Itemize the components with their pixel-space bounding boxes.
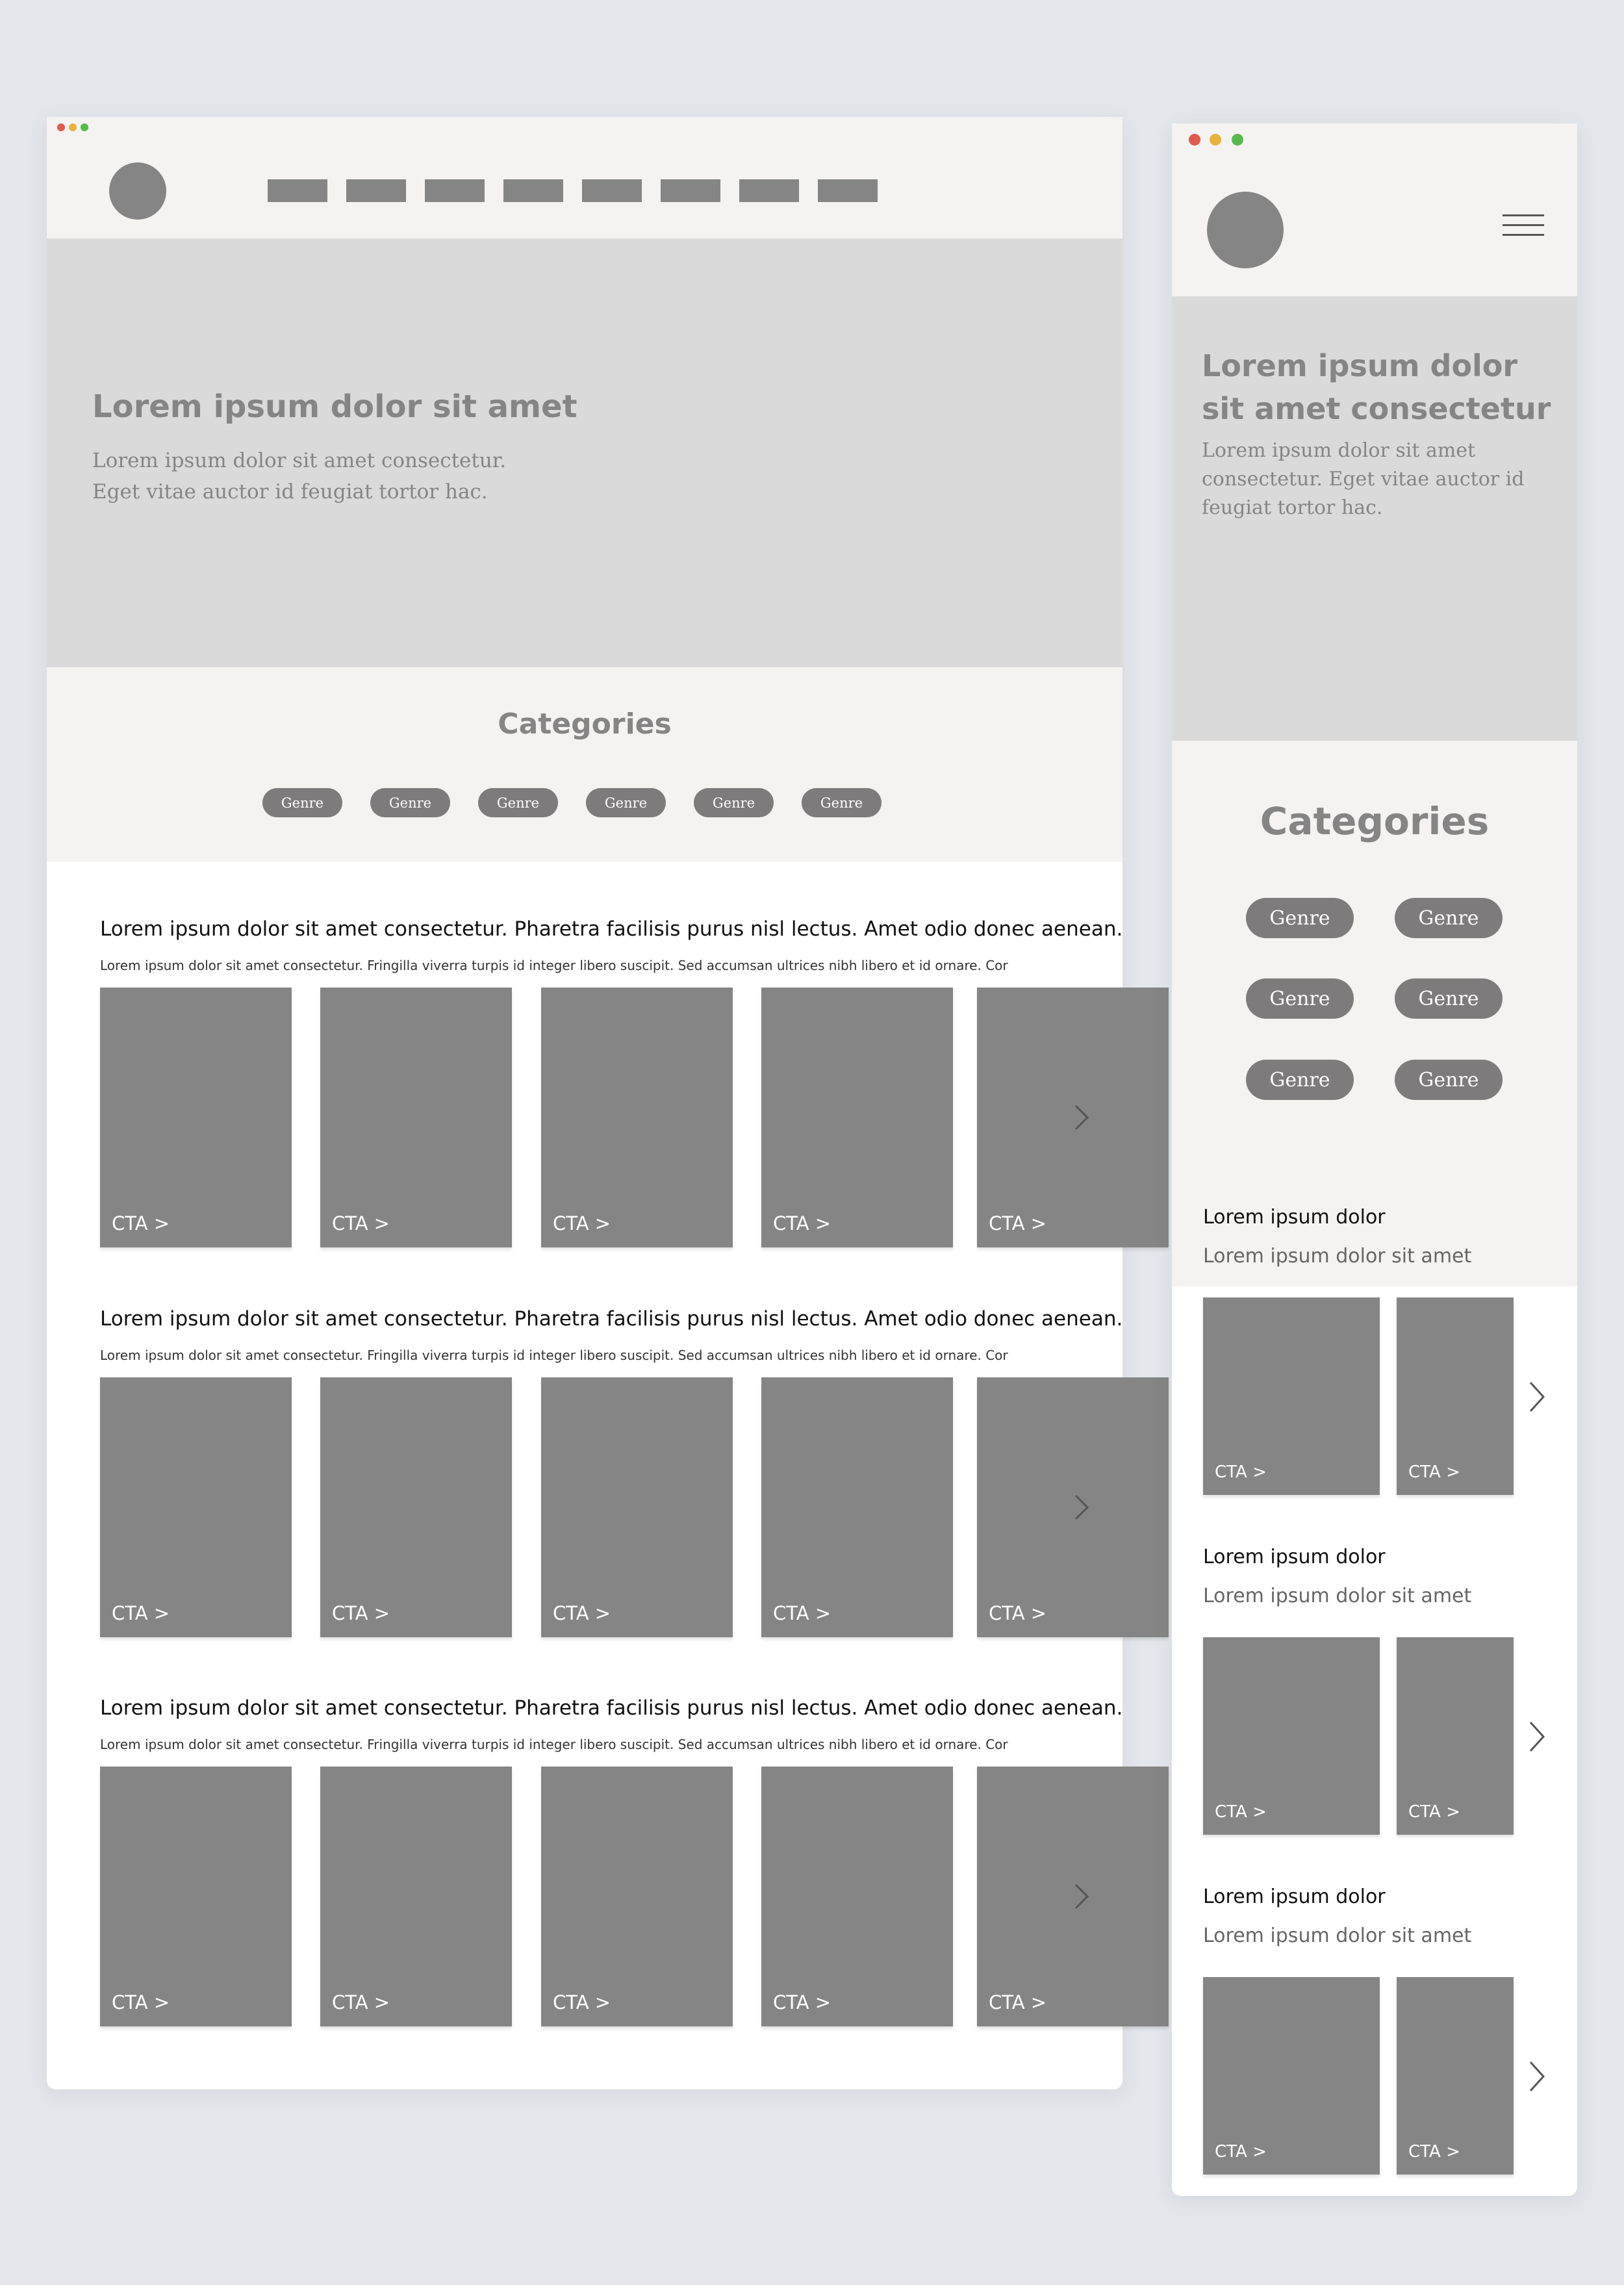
cta-link[interactable]: CTA > (1215, 2142, 1267, 2162)
genre-chip[interactable]: Genre (370, 788, 450, 817)
genre-chip[interactable]: Genre (262, 788, 342, 817)
minimize-dot[interactable] (69, 123, 77, 131)
close-dot[interactable] (1189, 134, 1200, 146)
genre-chip[interactable]: Genre (694, 788, 774, 817)
cta-link[interactable]: CTA > (1215, 1462, 1267, 1482)
cta-link[interactable]: CTA > (332, 1602, 390, 1624)
row-title: Lorem ipsum dolor (1203, 1885, 1386, 1908)
content-card[interactable] (320, 1377, 512, 1637)
minimize-dot[interactable] (1210, 134, 1221, 146)
content-card[interactable] (100, 1377, 292, 1637)
mobile-wireframe-window (1172, 123, 1577, 2196)
hero-body-line: Lorem ipsum dolor sit amet consectetur. (92, 449, 507, 472)
content-card[interactable] (1203, 1977, 1380, 2175)
nav-item-5[interactable] (582, 179, 642, 202)
content-card[interactable] (541, 1767, 733, 2026)
categories-title: Categories (1260, 799, 1490, 843)
content-card[interactable] (761, 1377, 953, 1637)
row-title: Lorem ipsum dolor (1203, 1206, 1386, 1229)
card-carousel (100, 1377, 1093, 1640)
maximize-dot[interactable] (1232, 134, 1243, 146)
content-card[interactable] (761, 1767, 953, 2026)
genre-chip[interactable]: Genre (1246, 898, 1354, 938)
categories-section (47, 667, 1123, 862)
content-card[interactable] (100, 1767, 292, 2026)
hamburger-menu-icon[interactable] (1503, 214, 1544, 236)
row-title: Lorem ipsum dolor (1203, 1546, 1386, 1568)
maximize-dot[interactable] (81, 123, 88, 131)
content-card[interactable] (1397, 1977, 1514, 2175)
row-subtitle: Lorem ipsum dolor sit amet (1203, 1245, 1472, 1268)
cta-link[interactable]: CTA > (332, 1212, 390, 1234)
row-title: Lorem ipsum dolor sit amet consectetur. Pharetra facilisis purus nisl lectus. Amet odio donec aenean. (100, 917, 1123, 941)
content-card[interactable] (1397, 1297, 1514, 1495)
row-subtitle: Lorem ipsum dolor sit amet (1203, 1924, 1472, 1947)
cta-link[interactable]: CTA > (773, 1991, 831, 2013)
card-carousel (1203, 1297, 1515, 1499)
content-card[interactable] (1203, 1297, 1380, 1495)
chevron-right-icon[interactable] (1525, 2058, 1549, 2095)
hero-body: Lorem ipsum dolor sit amet consectetur. Eget vitae auctor id feugiat tortor hac. (1202, 439, 1525, 519)
cta-link[interactable]: CTA > (989, 1212, 1047, 1234)
chevron-right-icon[interactable] (1069, 1492, 1093, 1523)
cta-link[interactable]: CTA > (553, 1991, 611, 2013)
nav-item-8[interactable] (818, 179, 878, 202)
genre-chip[interactable]: Genre (586, 788, 666, 817)
genre-chip[interactable]: Genre (1246, 978, 1354, 1019)
content-card[interactable] (541, 1377, 733, 1637)
cta-link[interactable]: CTA > (773, 1602, 831, 1624)
nav-item-4[interactable] (503, 179, 563, 202)
row-subtitle: Lorem ipsum dolor sit amet consectetur. Fringilla viverra turpis id integer libero suscipit. Sed accumsan ultrices nibh libero et id ornare. Cor (100, 1737, 1008, 1752)
nav-item-1[interactable] (268, 179, 327, 202)
nav-item-7[interactable] (739, 179, 799, 202)
nav-item-3[interactable] (425, 179, 485, 202)
genre-chip[interactable]: Genre (1395, 898, 1503, 938)
card-carousel (100, 988, 1093, 1250)
content-card[interactable] (1203, 1637, 1380, 1835)
logo[interactable] (109, 162, 166, 220)
cta-link[interactable]: CTA > (112, 1212, 170, 1234)
chevron-right-icon[interactable] (1525, 1379, 1549, 1415)
desktop-wireframe-window (47, 117, 1123, 2089)
genre-chip[interactable]: Genre (1395, 1060, 1503, 1100)
cta-link[interactable]: CTA > (112, 1602, 170, 1624)
desktop-titlebar (47, 117, 1123, 136)
row-subtitle: Lorem ipsum dolor sit amet consectetur. Fringilla viverra turpis id integer libero suscipit. Sed accumsan ultrices nibh libero et id ornare. Cor (100, 958, 1008, 973)
categories-title: Categories (498, 708, 672, 741)
content-card[interactable] (761, 988, 953, 1247)
card-carousel (1203, 1977, 1515, 2178)
chevron-right-icon[interactable] (1525, 1718, 1549, 1755)
genre-chip[interactable]: Genre (1395, 978, 1503, 1019)
nav-item-2[interactable] (346, 179, 406, 202)
hero-title: Lorem ipsum dolor sit amet (92, 389, 577, 425)
genre-chip[interactable]: Genre (1246, 1060, 1354, 1100)
chevron-right-icon[interactable] (1069, 1102, 1093, 1133)
row-title: Lorem ipsum dolor sit amet consectetur. Pharetra facilisis purus nisl lectus. Amet odio donec aenean. (100, 1307, 1123, 1331)
nav-item-6[interactable] (661, 179, 720, 202)
content-card[interactable] (1397, 1637, 1514, 1835)
cta-link[interactable]: CTA > (773, 1212, 831, 1234)
content-card[interactable] (541, 988, 733, 1247)
cta-link[interactable]: CTA > (553, 1602, 611, 1624)
cta-link[interactable]: CTA > (112, 1991, 170, 2013)
chevron-right-icon[interactable] (1069, 1881, 1093, 1912)
genre-chip[interactable]: Genre (478, 788, 558, 817)
row-subtitle: Lorem ipsum dolor sit amet (1203, 1585, 1472, 1607)
cta-link[interactable]: CTA > (1215, 1802, 1267, 1822)
row-subtitle: Lorem ipsum dolor sit amet consectetur. Fringilla viverra turpis id integer libero suscipit. Sed accumsan ultrices nibh libero et id ornare. Cor (100, 1347, 1008, 1363)
cta-link[interactable]: CTA > (553, 1212, 611, 1234)
card-carousel (1203, 1637, 1515, 1839)
cta-link[interactable]: CTA > (1408, 1462, 1460, 1482)
hero-body-line: Eget vitae auctor id feugiat tortor hac. (92, 480, 488, 504)
content-card[interactable] (100, 988, 292, 1247)
content-card[interactable] (320, 1767, 512, 2026)
cta-link[interactable]: CTA > (332, 1991, 390, 2013)
genre-chip[interactable]: Genre (802, 788, 882, 817)
cta-link[interactable]: CTA > (989, 1602, 1047, 1624)
hero-body (92, 445, 612, 507)
cta-link[interactable]: CTA > (989, 1991, 1047, 2013)
cta-link[interactable]: CTA > (1408, 1802, 1460, 1822)
row-title: Lorem ipsum dolor sit amet consectetur. Pharetra facilisis purus nisl lectus. Amet odio donec aenean. (100, 1696, 1123, 1720)
logo[interactable] (1207, 192, 1284, 268)
close-dot[interactable] (57, 123, 65, 131)
content-card[interactable] (320, 988, 512, 1247)
mobile-titlebar (1172, 123, 1577, 156)
hero-title: Lorem ipsum dolor sit amet consectetur (1202, 348, 1551, 426)
cta-link[interactable]: CTA > (1408, 2142, 1460, 2162)
card-carousel (100, 1767, 1093, 2029)
